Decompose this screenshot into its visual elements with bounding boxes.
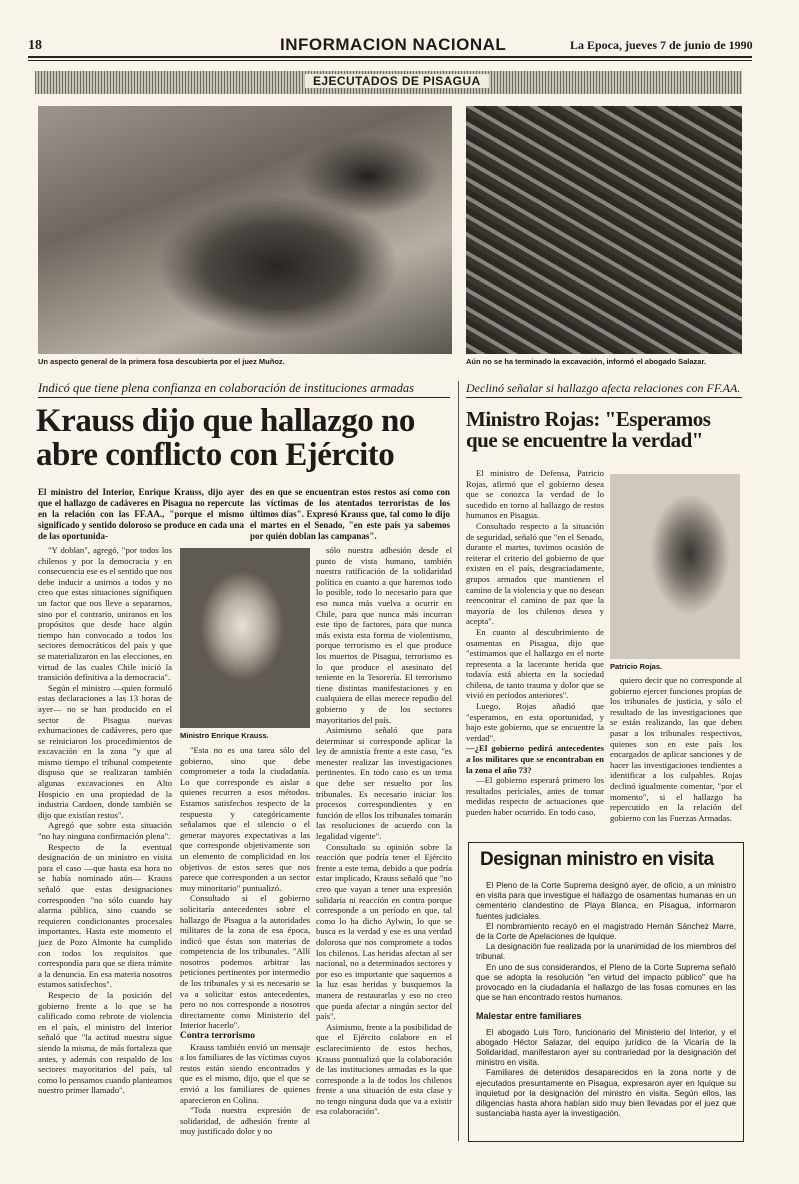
page-number: 18 bbox=[28, 38, 42, 53]
paragraph: Krauss también envió un mensaje a los familiares de las víctimas cuyos restos están siendo encontrados y que es el mismo, dijo, que el que se envió a los familiares de quienes aparecieron en Colina. bbox=[180, 1041, 310, 1105]
paragraph: Asimismo, frente a la posibilidad de que el Ejército colabore en el esclarecimiento de estos hechos, Krauss puntualizó que la colaboración de las instituciones armadas es la que corresponde a la de todos los chilenos frente a una situación de esta clase y no tengo ninguna duda que va a existir esa colaboración". bbox=[316, 1021, 452, 1117]
story-lead: El ministro del Interior, Enrique Krauss, dijo ayer que el hallazgo de cadáveres en Pisagua no repercute en la relación con las FF.AA., "porque el mismo significado y sentido doloroso se produce en cada una de las oportunida- bbox=[38, 487, 244, 541]
paragraph: Consultado su opinión sobre la reacción que podría tener el Ejército frente a este tema, debido a que podría estar implicado, Krauss señaló que "no creo que vayan a tener una expresión solidaria ni reacción en contra porque corresponde a un período en que, tal como lo ha dicho Aylwin, lo que se busca es la verdad y ese es una verdad dolorosa que nos compromete a todos los chilenos. Las heridas afectan al ser nacional, no a determinados sectores y por eso es importante que saquemos a la luz esas heridas y busquemos la manera de restaurarlas y eso no creo que pueda afectar a ningún sector del país". bbox=[316, 841, 452, 1022]
paragraph: El abogado Luis Toro, funcionario del Ministerio del Interior, y el abogado Héctor Salazar, del equipo jurídico de la Vicaría de la Solidaridad, manifestaron ayer su contrariedad por la designación del ministro en visita. bbox=[476, 1027, 736, 1068]
paragraph: sólo nuestra adhesión desde el punto de vista humano, también nuestra ratificación de la solidaridad política en cuanto a que haremos todo lo posible, todo lo necesario para que eso nunca más vuelva a ocurrir en Chile, para que nunca más incurran este tipo de factores, para que nunca más exista esta forma de violentismo, porque terrorismo es el que produce los muertos de Pisagua, terrorismo es lo que produce el asesinato del teniente en la Tesorería. El terrorismo tiene distintas manifestaciones y en cualquiera de ellas merece repudio del gobierno y de los sectores mayoritarios del país. bbox=[316, 545, 452, 725]
banner-label: EJECUTADOS DE PISAGUA bbox=[305, 74, 489, 88]
paragraph: En cuanto al descubrimiento de osamentas en Pisagua, dijo que "estimamos que el hallazgo en el norte representa a la lacerante herida que todavía está abierta en la sociedad chilena, de tanto trauma y dolor que se vivió en períodos anteriores". bbox=[466, 626, 604, 701]
paragraph: "Esta no es una tarea sólo del gobierno, sino que debe comprometer a toda la ciudadanía. Lo que corresponde es aislar a quienes recurren a esos métodos. Estamos satisfechos respecto de la respuesta y categóricamente señalamos que el silencio o el generar mayores expectativas a las que corresponde objetivamente son un elemento de complicidad en los objetivos de estos seres que nos parece que corresponden a un sector muy minoritario" puntualizó. bbox=[180, 745, 310, 893]
paragraph: quiero decir que no corresponde al gobierno ejercer funciones propias de los tribunales de justicia, y sólo el resultado de las investigaciones que se están realizando, las que deben pasar a los tribunales respectivos, quienes son en este país los encargados de aplicar sanciones y de hacer las investigaciones tendientes a identificar a los culpables. Rojas declinó igualmente comentar, "por el momento", si el hallazgo ha repercutido en la relación del gobierno con las Fuerzas Armadas. bbox=[610, 675, 742, 823]
header-rule bbox=[28, 56, 752, 58]
paragraph: La designación fue realizada por la unanimidad de los miembros del tribunal. bbox=[476, 942, 736, 962]
question: —¿El gobierno pedirá antecedentes a los militares que se encontraban en la zona el año 73? bbox=[466, 743, 604, 775]
paragraph: Asimismo señaló que para determinar si corresponde aplicar la ley de amnistía frente a este caso, "es menester realizar las investigaciones pertinentes. En todo caso es un tema que debe ser resuelto por los tribunales. Es necesario iniciar los procesos correspondientes y en función de ellos los tribunales tomarán las resoluciones de acuerdo con la legalidad vigente". bbox=[316, 725, 452, 842]
paragraph: El nombramiento recayó en el magistrado Hernán Sánchez Marre, de la Corte de Apelaciones de Iquique. bbox=[476, 921, 736, 942]
paragraph: En uno de sus considerandos, el Pleno de la Corte Suprema señaló que se adopta la resolución "en virtud del impacto público" que ha provocado en la ciudadanía el hallazgo de las fosas comunes en las que se han encontrado restos humanos. bbox=[476, 962, 736, 1003]
paragraph: Consultado si el gobierno solicitaría antecedentes sobre el hallazgo de Pisagua a la autoridades militares de la zona de esa época, indicó que éstas son materias de competencia de los tribunales. "Allí nosotros podemos arbitrar las peticiones pertinentes por intermedio de los tribunales y si es necesario se va a solicitar estos antecedentes, pero no nos corresponde a nosotros directamente como Ministerio del Interior hacerlo". bbox=[180, 893, 310, 1031]
section-title: INFORMACION NACIONAL bbox=[280, 35, 507, 54]
paragraph: El Pleno de la Corte Suprema designó ayer, de oficio, a un ministro en visita para que investigue el hallazgo de osamentas humanas en un cementerio clandestino de Playa Blanca, en Pisagua, informaron fuentes judiciales. bbox=[476, 881, 736, 921]
article-column bbox=[466, 468, 604, 838]
story-headline: Ministro Rojas: "Esperamos que se encuentre la verdad" bbox=[466, 407, 711, 453]
photo-caption: Aún no se ha terminado la excavación, informó el abogado Salazar. bbox=[466, 357, 707, 366]
article-column bbox=[38, 545, 172, 1143]
kicker-rule bbox=[466, 397, 742, 398]
paragraph: "Y doblan", agregó, "por todos los chilenos y por la democracia y en consecuencia ese es el sentido que nos debe inducir a unirnos a todos y no creo que estas situaciones signifiquen un factor que nos lleve a separarnos, sino por el contrario, uniranos en los propósitos que desde hace algún tiempo han convocado a todos los sectores democráticos del país y que se materializaron en las elecciones, en virtud de las cuales Chile inició la transición definitiva a la democracia". bbox=[38, 545, 172, 683]
issue-date: La Epoca, jueves 7 de junio de 1990 bbox=[570, 38, 753, 52]
paragraph: Respecto de la posición del gobierno frente a lo que se ha calificado como rebrote de violencia en el país, el ministro del Interior señaló que "la actitud nuestra sigue siendo la misma, de más fortaleza que antes, y además con respaldo de los sectores mayoritarios del país, tal como lo pensamos cuando planteamos nuestro primer llamado". bbox=[38, 989, 172, 1096]
story-headline: Krauss dijo que hallazgo no abre conflicto con Ejército bbox=[36, 403, 415, 473]
paragraph: Familiares de detenidos desaparecidos en la zona norte y de ejecutados presuntamente en Pisagua, expresaron ayer en Iquique su inquietud por la designación del ministro en visita. Según ellos, las diligencias hasta ahora habían sido muy bien llevadas por el juez que sustanciaba hasta ayer la investigación. bbox=[476, 1068, 736, 1119]
story-kicker: Indicó que tiene plena confianza en colaboración de instituciones armadas bbox=[38, 381, 414, 395]
story-lead-continued: des en que se encuentran estos restos así como con las víctimas de los atentados terroristas de los últimos días". Expresó Krauss que, tal como lo dijo el martes en el Senado, "en este país ya sabemos por quién doblan las campanas". bbox=[250, 487, 450, 541]
article-column bbox=[610, 675, 742, 840]
paragraph: "Toda nuestra expresión de solidaridad, de adhesión frente al muy justificado dolor y no bbox=[180, 1105, 310, 1137]
photo-excavation bbox=[466, 106, 742, 354]
photo-caption: Un aspecto general de la primera fosa descubierta por el juez Muñoz. bbox=[38, 357, 285, 366]
article-column bbox=[316, 545, 452, 1143]
paragraph: Según el ministro —quien formuló estas declaraciones a las 13 horas de ayer— no se han producido en el sector de Pisagua nuevas exhumaciones de cadáveres, pero que se reiniciaron los procedimientos de excavación en la zona "y que al mismo tiempo el tribunal competente dispuso que se realizaran también algunas excavaciones en Alto Hospicio en una propiedad de la industria Cardoen, donde también se dijo que existían restos". bbox=[38, 682, 172, 820]
paragraph: Consultado respecto a la situación de seguridad, señaló que "en el Senado, durante el martes, tuvimos ocasión de reiterar el criterio del gobierno de que existen en el país, desgraciadamente, grupos armados que mantienen el camino de la violencia y que no desean reencontrar el camino de paz que la mayoría de los chilenos desea y acepta". bbox=[466, 520, 604, 627]
kicker-rule bbox=[38, 397, 450, 398]
paragraph: Agregó que sobre esta situación "no hay ninguna confirmación plena". bbox=[38, 820, 172, 842]
box-headline: Designan ministro en visita bbox=[480, 849, 714, 870]
paragraph: El ministro de Defensa, Patricio Rojas, afirmó que el gobierno desea que se conozca la verdad de lo sucedido en torno al hallazgo de restos humanos en Pisagua. bbox=[466, 468, 604, 521]
column-divider bbox=[458, 381, 459, 1141]
article-column bbox=[180, 745, 310, 1143]
photo-caption: Ministro Enrique Krauss. bbox=[180, 731, 269, 740]
story-kicker: Declinó señalar si hallazgo afecta relaciones con FF.AA. bbox=[466, 381, 741, 395]
photo-caption: Patricio Rojas. bbox=[610, 662, 663, 671]
photo-rojas bbox=[610, 474, 740, 659]
photo-grave-site bbox=[38, 106, 452, 354]
subheading: Contra terrorismo bbox=[180, 1031, 256, 1042]
photo-krauss bbox=[180, 548, 310, 728]
paragraph: Luego, Rojas añadió que "esperamos, en esta oportunidad, y bajo este gobierno, que se encuentre la verdad". bbox=[466, 701, 604, 743]
paragraph: —El gobierno esperará primero los resultados periciales, antes de tomar medidas respecto de actuaciones que pueden haber ocurrido. En todo caso, bbox=[466, 775, 604, 817]
subheading: Malestar entre familiares bbox=[476, 1011, 582, 1022]
paragraph: Respecto de la eventual designación de un ministro en visita para el caso —que hasta esa hora no se había nominado aún— Krauss señaló que estas designaciones corresponden "no sólo cuando hay alarma pública, sino cuando se requieren condicionantes procesales importantes. Hasta este momento el juez de Pozo Almonte ha cumplido con todos los requisitos que correspondía para que se diera trámite a la denuncia. En esa materia nosotros estamos satisfechos". bbox=[38, 841, 172, 990]
box-body bbox=[476, 881, 736, 1136]
header-rule-thin bbox=[28, 60, 752, 61]
